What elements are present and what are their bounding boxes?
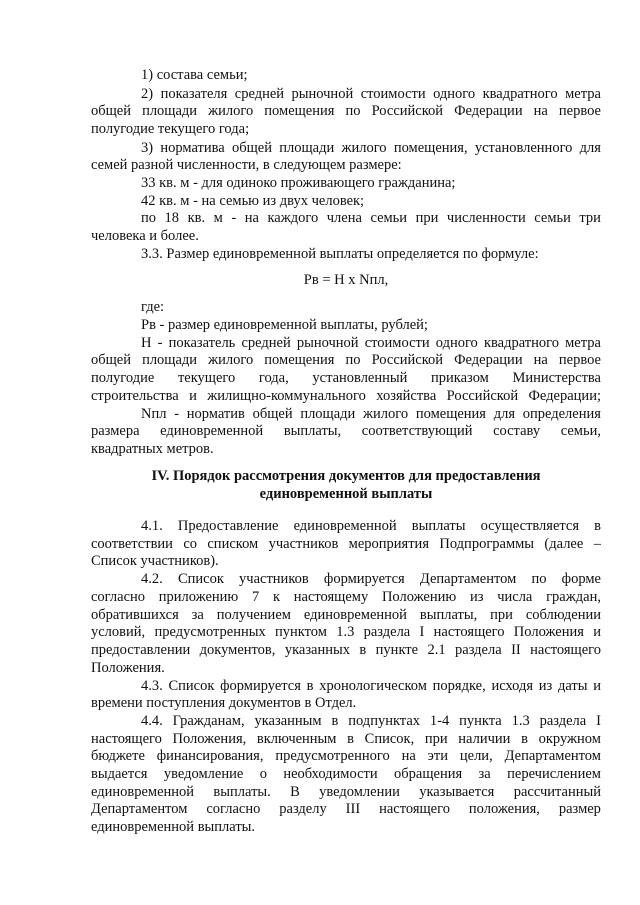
text-line: обратившихся за получением единовременной выплаты, при соблюдении bbox=[91, 607, 601, 623]
text-line: 33 кв. м - для одиноко проживающего гражданина; bbox=[141, 175, 456, 191]
text-line: 2) показателя средней рыночной стоимости одного квадратного метра bbox=[141, 86, 601, 102]
text-line: единовременной выплаты. В уведомлении указывается рассчитанный bbox=[91, 784, 601, 800]
text-line: 4.1. Предоставление единовременной выплаты осуществляется в bbox=[141, 518, 601, 534]
text-line: 42 кв. м - на семью из двух человек; bbox=[141, 193, 365, 209]
text-line: 1) состава семьи; bbox=[141, 67, 248, 83]
text-line: Рв - размер единовременной выплаты, рублей; bbox=[141, 317, 428, 333]
section-heading: IV. Порядок рассмотрения документов для предоставления bbox=[151, 468, 541, 484]
text-line: времени поступления документов в Отдел. bbox=[91, 695, 357, 711]
text-line: согласно приложению 7 к настоящему Положению из числа граждан, bbox=[91, 589, 601, 605]
text-line: человека и более. bbox=[91, 228, 199, 244]
text-line: Положения. bbox=[91, 660, 165, 676]
text-line: предоставлении документов, указанных в пункте 2.1 раздела II настоящего bbox=[91, 642, 601, 658]
text-line: размера единовременной выплаты, соответствующий составу семьи, bbox=[91, 423, 601, 439]
text-line: Список участников). bbox=[91, 553, 219, 569]
text-line: по 18 кв. м - на каждого члена семьи при численности семьи три bbox=[141, 210, 601, 226]
text-line: 4.2. Список участников формируется Департаментом по форме bbox=[141, 571, 601, 587]
text-line: настоящего Положения, включенным в Список, при наличии в окружном bbox=[91, 731, 601, 747]
text-line: Nпл - норматив общей площади жилого помещения для определения bbox=[141, 406, 601, 422]
text-line: выдается уведомление о необходимости обращения за перечислением bbox=[91, 766, 601, 782]
text-line: семей разной численности, в следующем размере: bbox=[91, 157, 402, 173]
text-line: условий, предусмотренных пунктом 1.3 раздела I настоящего Положения и bbox=[91, 624, 601, 640]
text-line: бюджете финансирования, предусмотренного на эти цели, Департаментом bbox=[91, 748, 601, 764]
text-line: единовременной выплаты. bbox=[91, 819, 256, 835]
text-line: где: bbox=[141, 299, 165, 315]
text-line: строительства и жилищно-коммунального хозяйства Российской Федерации; bbox=[91, 388, 601, 404]
text-line: соответствии со списком участников мероприятия Подпрограммы (далее – bbox=[91, 536, 601, 552]
text-line: общей площади жилого помещения по Российской Федерации на первое bbox=[91, 103, 601, 119]
text-line: 4.3. Список формируется в хронологическом порядке, исходя из даты и bbox=[141, 678, 601, 694]
text-line: полугодие текущего года, установленный приказом Министерства bbox=[91, 370, 601, 386]
text-line: Департаментом согласно разделу III настоящего положения, размер bbox=[91, 801, 601, 817]
text-line: Н - показатель средней рыночной стоимости одного квадратного метра bbox=[141, 335, 601, 351]
text-line: 4.4. Гражданам, указанным в подпунктах 1-4 пункта 1.3 раздела I bbox=[141, 713, 601, 729]
text-line: полугодие текущего года; bbox=[91, 121, 250, 137]
text-line: 3) норматива общей площади жилого помещения, установленного для bbox=[141, 140, 601, 156]
text-line: квадратных метров. bbox=[91, 441, 214, 457]
text-line: 3.3. Размер единовременной выплаты определяется по формуле: bbox=[141, 246, 539, 262]
formula: Рв = Н х Nпл, bbox=[303, 272, 389, 288]
section-heading: единовременной выплаты bbox=[259, 486, 433, 502]
text-line: общей площади жилого помещения по Российской Федерации на первое bbox=[91, 352, 601, 368]
